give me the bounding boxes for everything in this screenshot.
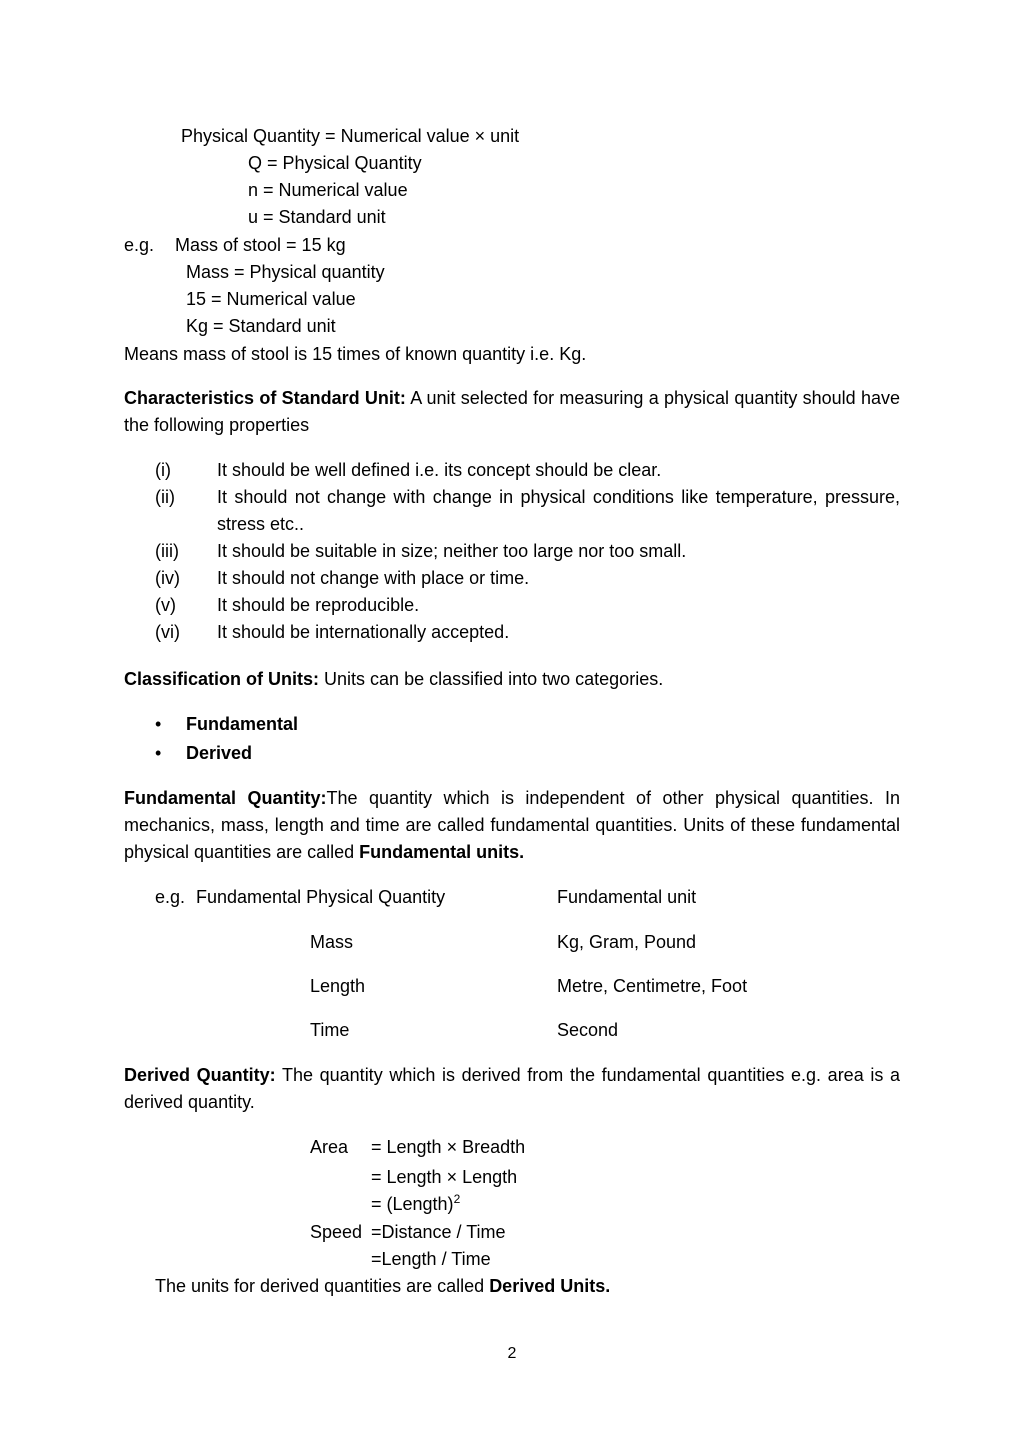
derived-heading: Derived Quantity: (124, 1065, 276, 1085)
example-eg: e.g. (124, 235, 155, 255)
table-row-quantity: Length (310, 976, 366, 996)
speed-label: Speed (310, 1222, 363, 1242)
item-number: (iii) (155, 541, 179, 561)
characteristics-list (155, 457, 900, 646)
characteristics-intro: A unit selected for measuring a physical quantity should have the following properties (124, 388, 900, 435)
list-item (155, 457, 900, 484)
characteristics-paragraph (124, 385, 900, 439)
item-number: (v) (155, 595, 176, 615)
table-row-quantity: Mass (310, 932, 354, 952)
table-row-unit: Kg, Gram, Pound (557, 932, 697, 952)
list-item (155, 619, 900, 646)
list-item (155, 484, 900, 538)
item-text: It should not change with place or time. (217, 568, 530, 588)
derived-units-text: The units for derived quantities are called (155, 1276, 490, 1296)
characteristics-heading: Characteristics of Standard Unit: (124, 388, 406, 408)
formula-u: u = Standard unit (248, 207, 386, 227)
example-line3: 15 = Numerical value (186, 289, 356, 309)
fundamental-units-bold: Fundamental units. (359, 842, 525, 862)
area-eq-1: = Length × Breadth (371, 1137, 526, 1157)
table-header-unit: Fundamental unit (557, 887, 697, 907)
superscript: 2 (453, 1192, 461, 1206)
list-item (155, 592, 900, 619)
table-eg: e.g. (155, 887, 186, 907)
fundamental-heading: Fundamental Quantity: (124, 788, 327, 808)
speed-eq-1: =Distance / Time (371, 1222, 506, 1242)
list-item (155, 565, 900, 592)
item-number: (vi) (155, 622, 180, 642)
item-text: It should be internationally accepted. (217, 622, 510, 642)
table-row-quantity: Time (310, 1020, 350, 1040)
item-text: It should be suitable in size; neither too large nor too small. (217, 541, 687, 561)
bullet-item-derived: • Derived (155, 740, 252, 767)
formula-main: Physical Quantity = Numerical value × unit (181, 126, 520, 146)
example-line2: Mass = Physical quantity (186, 262, 385, 282)
item-text: It should be well defined i.e. its concept should be clear. (217, 460, 662, 480)
derived-units-bold: Derived Units. (489, 1276, 611, 1296)
fundamental-paragraph (124, 785, 900, 866)
item-text: It should be reproducible. (217, 595, 420, 615)
formula-n: n = Numerical value (248, 180, 408, 200)
area-eq-3: = (Length)$^2$ (371, 1192, 461, 1214)
bullet-item-fundamental: • Fundamental (155, 711, 298, 738)
classification-heading: Classification of Units: (124, 669, 320, 689)
item-number: (ii) (155, 487, 175, 507)
page-number: 2 (507, 1345, 517, 1362)
list-item (155, 538, 900, 565)
formula-q: Q = Physical Quantity (248, 153, 422, 173)
table-row-unit: Second (557, 1020, 619, 1040)
table-row-unit: Metre, Centimetre, Foot (557, 976, 748, 996)
area-eq-2: = Length × Length (371, 1167, 518, 1187)
classification-paragraph (124, 666, 900, 693)
item-text: It should not change with change in physical conditions like temperature, pressure, stress etc.. (217, 487, 900, 534)
table-header-quantity: Fundamental Physical Quantity (196, 887, 446, 907)
bullet-icon: • (155, 714, 162, 734)
bullet-icon: • (155, 743, 162, 763)
example-line1: Mass of stool = 15 kg (175, 235, 346, 255)
derived-text: The quantity which is derived from the fundamental quantities e.g. area is a derived quantity. (124, 1065, 900, 1112)
area-label: Area (310, 1137, 349, 1157)
classification-text: Units can be classified into two categories. (319, 669, 664, 689)
speed-eq-2: =Length / Time (371, 1249, 491, 1269)
item-number: (i) (155, 460, 171, 480)
item-number: (iv) (155, 568, 180, 588)
fundamental-text: The quantity which is independent of other physical quantities. In mechanics, mass, length and time are called fundamental quantities. Units of these fundamental physical quantities are called (124, 788, 900, 862)
example-line4: Kg = Standard unit (186, 316, 336, 336)
derived-paragraph (124, 1062, 900, 1116)
example-means: Means mass of stool is 15 times of known quantity i.e. Kg. (124, 344, 587, 364)
derived-units-line (155, 1273, 610, 1300)
